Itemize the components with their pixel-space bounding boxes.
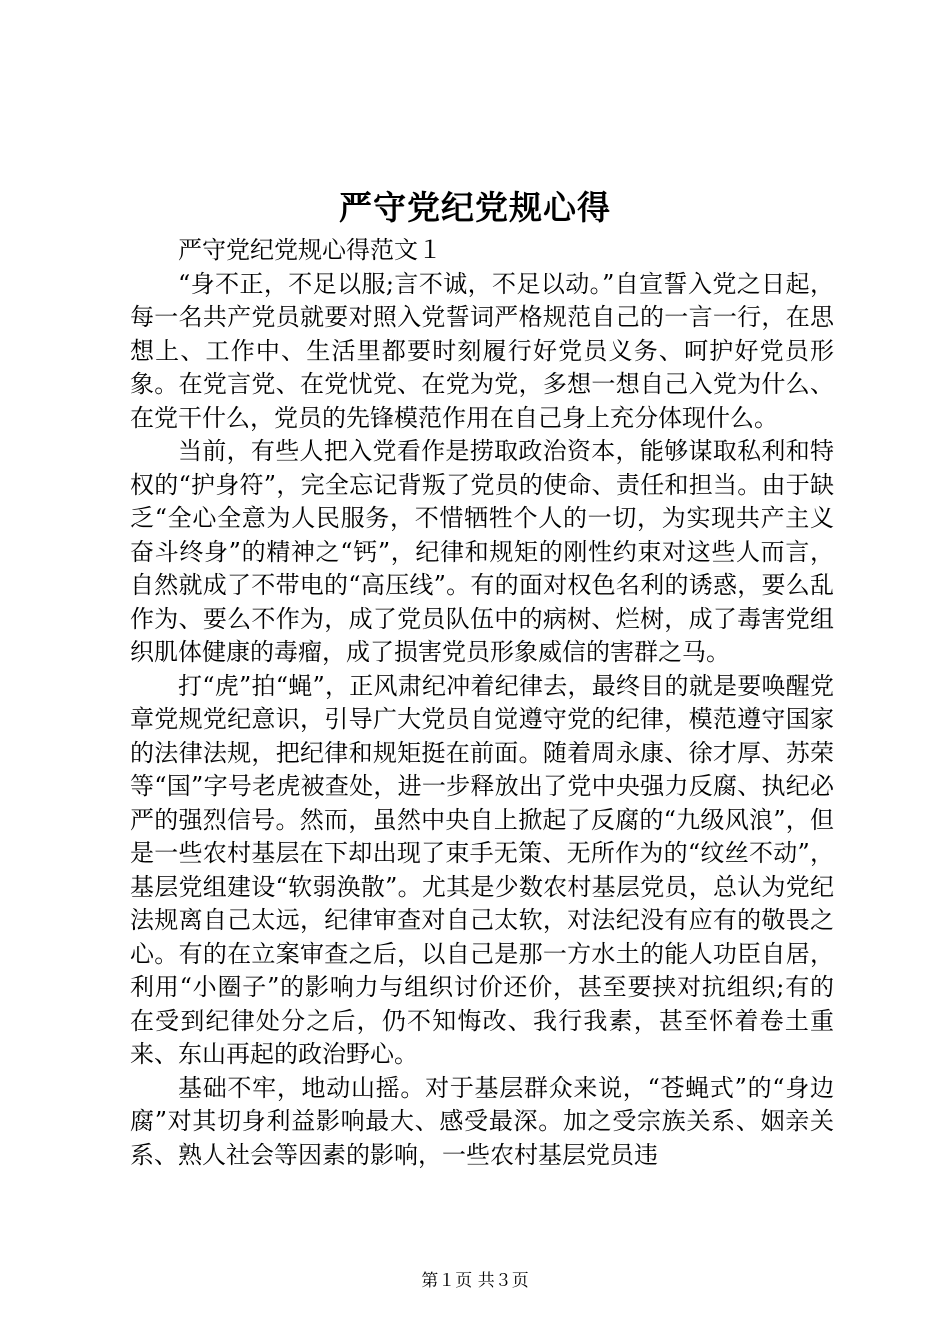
page-footer: 第１页 共３页 [421,1271,529,1291]
paragraph: 当前，有些人把入党看作是捞取政治资本，能够谋取私利和特权的“护身符”，完全忘记背叛了党员的使命、责任和担当。由于缺乏“全心全意为人民服务，不惜牺牲个人的一切，为实现共产主义奋斗终身”的精神之“钙”，纪律和规矩的刚性约束对这些人而言，自然就成了不带电的“高压线”。有的面对权色名利的诱惑，要么乱作为、要么不作为，成了党员队伍中的病树、烂树，成了毒害党组织肌体健康的毒瘤，成了损害党员形象威信的害群之马。 [130,437,834,666]
document-subtitle: 严守党纪党规心得范文１ [178,236,442,264]
paragraph: 基础不牢，地动山摇。对于基层群众来说，“苍蝇式”的“身边腐”对其切身利益影响最大、感受最深。加之受宗族关系、姻亲关系、熟人社会等因素的影响，一些农村基层党员违 [130,1073,834,1169]
paragraph: “身不正，不足以服;言不诚，不足以动。”自宣誓入党之日起，每一名共产党员就要对照入党誓词严格规范自己的一言一行，在思想上、工作中、生活里都要时刻履行好党员义务、呵护好党员形象。在党言党、在党忧党、在党为党，多想一想自己入党为什么、在党干什么，党员的先锋模范作用在自己身上充分体现什么。 [130,269,834,432]
paragraph: 打“虎”拍“蝇”，正风肃纪冲着纪律去，最终目的就是要唤醒党章党规党纪意识，引导广大党员自觉遵守党的纪律，模范遵守国家的法律法规，把纪律和规矩挺在前面。随着周永康、徐才厚、苏荣等“国”字号老虎被查处，进一步释放出了党中央强力反腐、执纪必严的强烈信号。然而，虽然中央自上掀起了反腐的“九级风浪”，但是一些农村基层在下却出现了束手无策、无所作为的“纹丝不动”，基层党组建设“软弱涣散”。尤其是少数农村基层党员，总认为党纪法规离自己太远，纪律审查对自己太软，对法纪没有应有的敬畏之心。有的在立案审查之后，以自己是那一方水土的能人功臣自居，利用“小圈子”的影响力与组织讨价还价，甚至要挟对抗组织;有的在受到纪律处分之后，仍不知悔改、我行我素，甚至怀着卷土重来、东山再起的政治野心。 [130,671,834,1068]
document-body [130,234,834,1172]
document-title: 严守党纪党规心得 [339,188,611,227]
